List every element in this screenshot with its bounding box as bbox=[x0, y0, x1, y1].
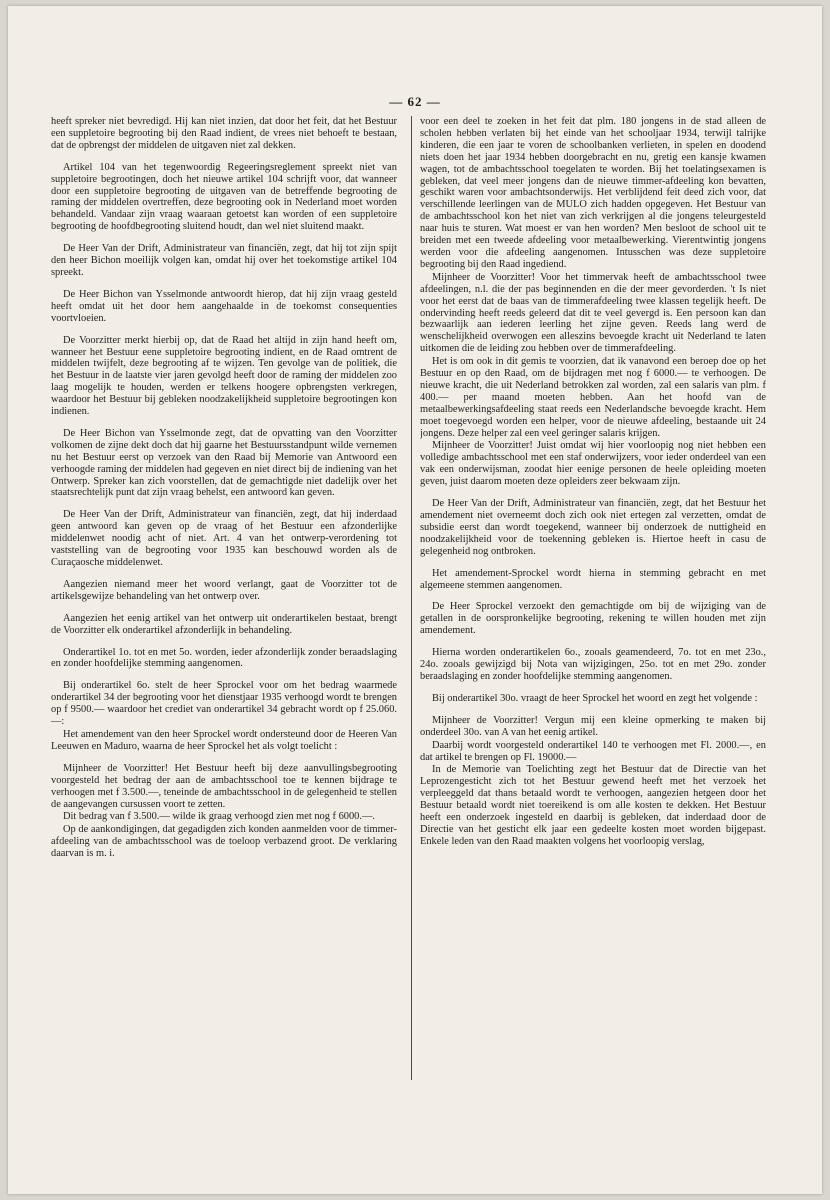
column-divider bbox=[411, 116, 412, 1080]
paragraph: Het amendement van den heer Sprockel wordt ondersteund door de Heeren Van Leeuwen en Maduro, waarna de heer Sprockel het als volgt toelicht : bbox=[51, 728, 397, 752]
left-column bbox=[51, 116, 397, 1086]
paragraph: Dit bedrag van f 3.500.— wilde ik graag verhoogd zien met nog f 6000.—. bbox=[63, 811, 375, 823]
paragraph: Het amendement-Sprockel wordt hierna in stemming gebracht en met algemeene stemmen aangenomen. bbox=[420, 567, 766, 591]
paragraph: Mijnheer de Voorzitter! Het Bestuur heeft bij deze aanvullingsbegrooting voorgesteld het bedrag der aan de ambachtsschool toe te kennen bijdrage te verhoogen met f 3.500.—, teneinde de ambachtsschool in de gelegenheid te stellen de aangevangen cursussen voort te zetten. bbox=[51, 762, 397, 810]
paragraph: heeft spreker niet bevredigd. Hij kan niet inzien, dat door het feit, dat het Bestuur een suppletoire begrooting bij den Raad indient, de vrees niet behoeft te bestaan, dat de opbrengst der middelen de uitgaven niet zal dekken. bbox=[51, 116, 397, 151]
paragraph: De Voorzitter merkt hierbij op, dat de Raad het altijd in zijn hand heeft om, wanneer het Bestuur eene suppletoire begrooting indient, en de Raad omtrent de middelen twijfelt, deze begrooting af te wijzen. Ten gevolge van de politiek, die het Bestuur in de laatste vier jaren gevolgd heeft door de raming der middelen zoo laag mogelijk te houden, werden er telkens hoogere opbrengsten verkregen, waardoor het Bestuur bij gebleken noodzakelijkheid suppletoire begrootingen kon indienen. bbox=[51, 334, 397, 418]
paragraph: In de Memorie van Toelichting zegt het Bestuur dat de Directie van het Leprozengesticht zich tot het Bestuur gewend heeft met het verzoek het verpleeggeld dat thans betaald wordt te verhoogen, aangezien hetgeen door het Bestuur betaald wordt niet toereikend is om alle kosten te dekken. Het Bestuur heeft een onderzoek ingesteld en daarbij is gebleken, dat inderdaad door de Directie van het gesticht elk jaar een gedeelte kosten moet worden bijgepast. Enkele leden van den Raad maakten volgens het voorloopig verslag, bbox=[420, 764, 766, 847]
paragraph: De Heer Van der Drift, Administrateur van financiën, zegt, dat het Bestuur het amendement niet overneemt doch zich ook niet ertegen zal verzetten, omdat de subsidie eerst dan wordt toegekend, wanneer bij onderzoek de nuttigheid en noodzakelijkheid voor de toekenning gebleken is. Hiertoe heeft in casu de gelegenheid nog ontbroken. bbox=[420, 498, 766, 557]
paragraph: Aangezien het eenig artikel van het ontwerp uit onderartikelen bestaat, brengt de Voorzitter elk onderartikel afzonderlijk in behandeling. bbox=[51, 612, 397, 636]
paragraph: Aangezien niemand meer het woord verlangt, gaat de Voorzitter tot de artikelsgewijze behandeling van het ontwerp over. bbox=[51, 578, 397, 602]
paragraph: Mijnheer de Voorzitter! Juist omdat wij hier voorloopig nog niet hebben een volledige ambachtsschool met een staf onderwijzers, voor ieder onderdeel van een vak een onderwijsman, zoodat hier eenige personen de heele opleiding moeten geven, juist daarom moeten deze opleiders zeer bekwaam zijn. bbox=[420, 440, 766, 488]
paragraph: Daarbij wordt voorgesteld onderartikel 140 te verhoogen met Fl. 2000.—, en dat artikel te brengen op Fl. 19000.— bbox=[420, 739, 766, 763]
page-number: — 62 — bbox=[389, 94, 441, 109]
paragraph: De Heer Van der Drift, Administrateur van financiën, zegt, dat hij tot zijn spijt den heer Bichon moeilijk volgen kan, omdat hij over het toekomstige artikel 104 spreekt. bbox=[51, 243, 397, 278]
right-column bbox=[420, 116, 766, 1086]
paragraph: Het is om ook in dit gemis te voorzien, dat ik vanavond een beroep doe op het Bestuur en op den Raad, om de bijdragen met nog f 6000.— te verhoogen. De nieuwe kracht, die uit Nederland betrokken zal worden, zal een salaris van plm. f 400.— per maand moeten hebben. Aan het hoofd van de metaalbewerkingsafdeeling staat reeds een Nederlandsche bevoegde kracht. Hem moet toegevoegd worden een helper, voor de nieuwe afdeeling, bestaande uit 24 jongens. Deze helper zal een veel geringer salaris krijgen. bbox=[420, 356, 766, 439]
paragraph: Artikel 104 van het tegenwoordig Regeeringsreglement spreekt niet van suppletoire begrootingen, doch het nieuwe artikel 104 schrijft voor, dat wanneer door een suppletoire begrooting de uitgaven van de betreffende begrooting de raming der middelen overtreffen, deze begrooting ook in Nederland moet worden behandeld. Vandaar zijn vraag waaraan getoetst kan worden of een suppletoire begrooting de hoofdbegrooting sluitend houdt, dan wel niet sluitend maakt. bbox=[51, 161, 397, 233]
paragraph: Hierna worden onderartikelen 6o., zooals geamendeerd, 7o. tot en met 23o., 24o. zooals gewijzigd bij Nota van wijzigingen, 25o. tot en met 29o. zonder beraadslaging en zonder hoofdelijke stemming aangenomen. bbox=[420, 647, 766, 682]
paragraph: De Heer Bichon van Ysselmonde zegt, dat de opvatting van den Voorzitter volkomen de zijne dekt doch dat hij gaarne het Bestuursstandpunt wilde vernemen nu het Bestuur eerst op verzoek van den Raad bij Memorie van Antwoord een verhoogde raming der middelen had gegeven en niet direct bij de indiening van het Ontwerp. Spreker kan zich voorstellen, dat de gemachtigde niet dadelijk over het staatsrechtelijk punt dat zijn vraag behelst, een antwoord kan geven. bbox=[51, 427, 397, 499]
document-page bbox=[8, 6, 822, 1194]
paragraph: De Heer Van der Drift, Administrateur van financiën, zegt, dat hij inderdaad geen antwoord kan geven op de vraag of het Bestuur een afzonderlijke middelenwet noodig acht of niet. Art. 4 van het ontwerp-verordening tot vaststelling van de begrooting voor 1935 kan beschouwd worden als de Curaçaosche middelenwet. bbox=[51, 509, 397, 568]
paragraph: Mijnheer de Voorzitter! Voor het timmervak heeft de ambachtsschool twee afdeelingen, n.l. die der pas beginnenden en die der meer gevorderden. 't Is niet voor het eerst dat de baas van de timmerafdeeling twee klassen tegelijk heeft. De ondervinding heeft reeds geleerd dat dit te veel gevergd is. Een persoon kan dan bezwaarlijk aan iederen leerling het zijne geven. Reeds lang werd de wenschelijkheid overwogen een alleszins bevoegde kracht uit Nederland te laten uitkomen die de leiding zou hebben over de timmerafdeeling. bbox=[420, 271, 766, 355]
paragraph: Onderartikel 1o. tot en met 5o. worden, ieder afzonderlijk zonder beraadslaging en zonder hoofdelijke stemming aangenomen. bbox=[51, 646, 397, 670]
paragraph: Op de aankondigingen, dat gegadigden zich konden aanmelden voor de timmer-afdeeling van de ambachtsschool was de toeloop verbazend groot. De verklaring daarvan is m. i. bbox=[51, 824, 397, 860]
paragraph: voor een deel te zoeken in het feit dat plm. 180 jongens in de stad alleen de scholen hebben verlaten bij het einde van het schooljaar 1934, terwijl talrijke kinderen, die een jaar te voren de schoolbanken verlieten, in spelen en doodend niets doen het jaar 1934 hebben doorgebracht en nu, gretig een kansje kwamen wagen, tot de ambachtsschool toegelaten te worden. Bij het toelatingsexamen is gebleken, dat veel meer jongens dan de nieuwe timmer-afdeeling kon bevatten, geschikt waren voor ambachtsonderwijs. Het verblijdend feit deed zich voor, dat verschillende leerlingen van de MULO zich hadden opgegeven. Het Bestuur van de ambachtsschool kon het niet van zich verkrijgen al die jongens teleurgesteld naar huis te sturen. Wat moest er van hen worden? Men besloot de school uit te breiden met een tweede afdeeling voor metaalbewerking. Vierentwintig jongens werden voor die afdeeling aangenomen. Intusschen was deze suppletoire begrooting bij den Raad ingediend. bbox=[420, 116, 766, 270]
paragraph: De Heer Sprockel verzoekt den gemachtigde om bij de wijziging van de getallen in de oorspronkelijke begrooting, rekening te willen houden met zijn amendement. bbox=[420, 601, 766, 637]
paragraph: Bij onderartikel 6o. stelt de heer Sprockel voor om het bedrag waarmede onderartikel 34 der begrooting voor het dienstjaar 1935 verhoogd wordt te brengen op f 9500.— waardoor het crediet van onderartikel 34 gebracht wordt op f 25.060.—: bbox=[51, 680, 397, 728]
paragraph: De Heer Bichon van Ysselmonde antwoordt hierop, dat hij zijn vraag gesteld heeft omdat uit het door hem aangehaalde in de toekomst consequenties voortvloeien. bbox=[51, 288, 397, 324]
paragraph: Mijnheer de Voorzitter! Vergun mij een kleine opmerking te maken bij onderdeel 30o. van A van het eenig artikel. bbox=[420, 714, 766, 738]
paragraph: Bij onderartikel 30o. vraagt de heer Sprockel het woord en zegt het volgende : bbox=[432, 692, 758, 704]
